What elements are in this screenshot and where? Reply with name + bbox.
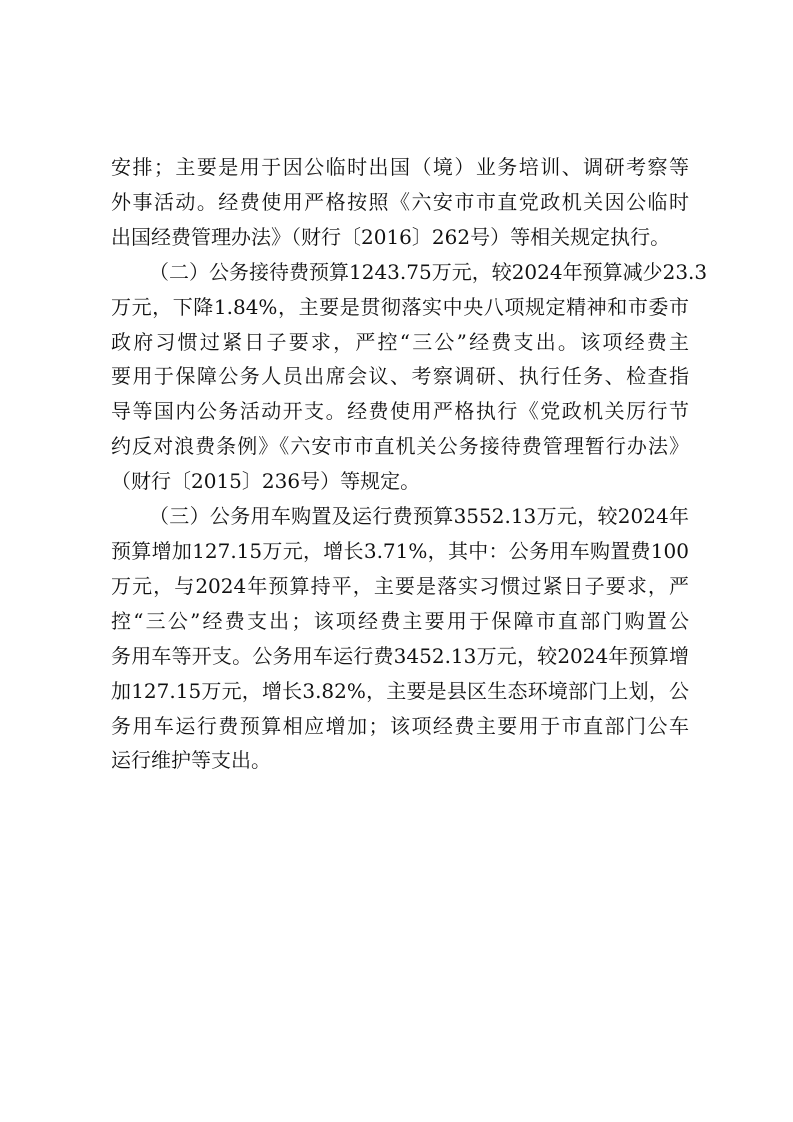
text-line: 导等国内公务活动开支。经费使用严格执行《党政机关厉行节 — [111, 399, 689, 424]
text-line: 安排；主要是用于因公临时出国（境）业务培训、调研考察等 — [111, 155, 689, 179]
text-line: 出国经费管理办法》（财行〔2016〕262号）等相关规定执行。 — [111, 224, 671, 249]
text-line: 预算增加127.15万元，增长3.71%，其中：公务用车购置费100 — [111, 538, 689, 563]
text-line: （二）公务接待费预算1243.75万元，较2024年预算减少23.3 — [149, 259, 708, 284]
text-line: 要用于保障公务人员出席会议、考察调研、执行任务、检查指 — [111, 364, 689, 389]
text-line: 务用车运行费预算相应增加；该项经费主要用于市直部门公车 — [111, 713, 689, 738]
text-line: 务用车等开支。公务用车运行费3452.13万元，较2024年预算增 — [111, 643, 689, 668]
text-line: 万元，下降1.84%，主要是贯彻落实中央八项规定精神和市委市 — [111, 294, 689, 319]
text-line: 万元，与2024年预算持平，主要是落实习惯过紧日子要求，严 — [111, 573, 689, 598]
text-line: 控“三公”经费支出；该项经费主要用于保障市直部门购置公 — [111, 608, 689, 633]
text-line: 政府习惯过紧日子要求，严控“三公”经费支出。该项经费主 — [111, 329, 689, 354]
text-line: 加127.15万元，增长3.82%，主要是县区生态环境部门上划，公 — [111, 678, 689, 703]
paragraph — [111, 150, 689, 255]
text-line: 约反对浪费条例》《六安市市直机关公务接待费管理暂行办法》 — [111, 434, 689, 459]
body-text — [111, 150, 708, 778]
text-line: （财行〔2015〕236号）等规定。 — [111, 469, 421, 494]
text-line: （三）公务用车购置及运行费预算3552.13万元，较2024年 — [149, 504, 689, 529]
text-line: 外事活动。经费使用严格按照《六安市市直党政机关因公临时 — [111, 189, 689, 214]
paragraph — [111, 255, 708, 499]
text-line: 运行维护等支出。 — [111, 748, 271, 773]
paragraph — [111, 499, 689, 778]
